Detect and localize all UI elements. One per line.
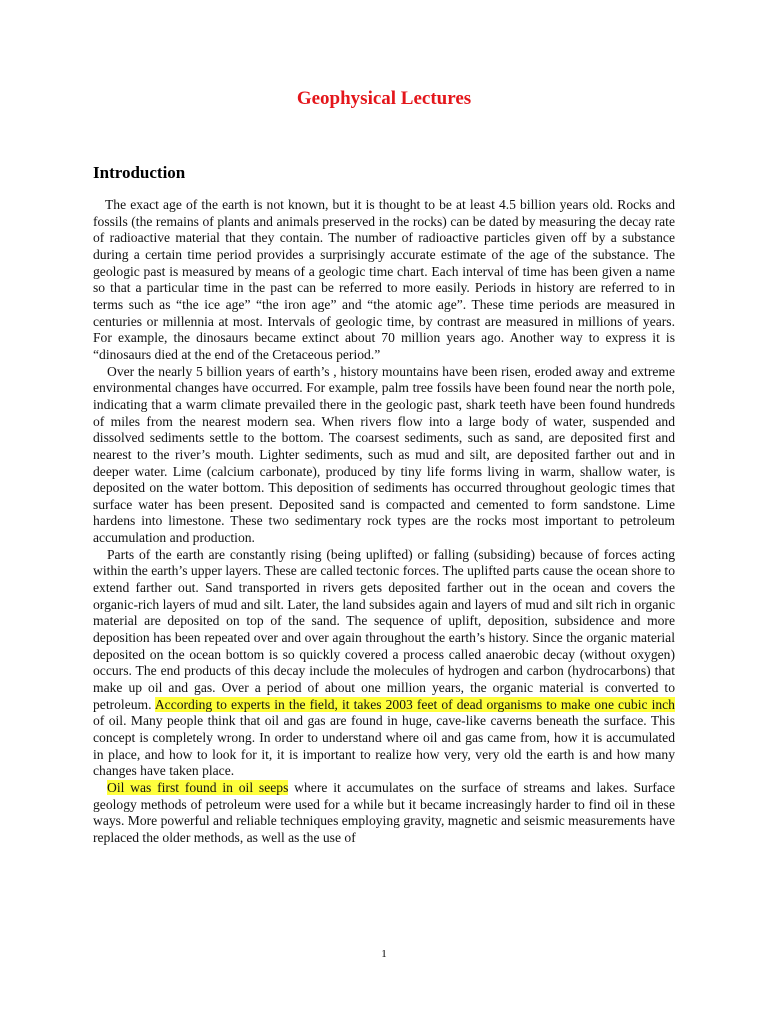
paragraph-2: Over the nearly 5 billion years of earth’s , history mountains have been risen, eroded away and extreme environmental changes have occurred. For example, palm tree fossils have been found near the north pole, indicating that a warm climate prevailed there in the geologic past, shark teeth have been found hundreds of miles from the nearest modern sea. When rivers flow into a large body of water, suspended and dissolved sediments settle to the bottom. The coarsest sediments, such as sand, are deposited first and nearest to the river’s mouth. Lighter sediments, such as mud and silt, are deposited farther out and in deeper water. Lime (calcium carbonate), produced by tiny life forms living in warm, shallow water, is deposited on the water bottom. This deposition of sediments has occurred throughout geologic times that surface water has been present. Deposited sand is compacted and cemented to form sandstone. Lime hardens into limestone. These two sedimentary rock types are the rocks most important to petroleum accumulation and production. [93, 363, 675, 546]
paragraph-4-text-after: where it accumulates on the surface of streams and lakes. Surface geology methods of petroleum were used for a while but it became increasingly harder to find oil in these ways. More powerful and reliable techniques employing gravity, magnetic and seismic measurements have replaced the older methods, as well as the use of [93, 779, 675, 845]
paragraph-3-text-after: of oil. Many people think that oil and gas are found in huge, cave-like caverns beneath the surface. This concept is completely wrong. In order to understand where oil and gas came from, how it is accumulated in place, and how to look for it, it is important to realize how very, very old the earth is and how many changes have taken place. [93, 713, 675, 779]
paragraph-3 [93, 547, 675, 780]
highlighted-text: According to experts in the field, it takes 2003 feet of dead organisms to make one cubic inch [154, 696, 675, 712]
document-body [93, 197, 675, 847]
highlighted-text: Oil was first found in oil seeps [107, 779, 289, 795]
section-heading-introduction: Introduction [93, 163, 186, 182]
page-number: 1 [381, 948, 387, 960]
paragraph-4 [93, 780, 675, 847]
paragraph-3-text-before: Parts of the earth are constantly rising (being uplifted) or falling (subsiding) because of forces acting within the earth’s upper layers. These are called tectonic forces. The uplifted parts cause the ocean shore to extend farther out. Sand transported in rivers gets deposited farther out in the ocean and covers the organic-rich layers of mud and silt. Later, the land subsides again and layers of mud and silt rich in organic material are deposited on top of the sand. The sequence of uplift, deposition, subsidence and more deposition has been repeated over and over again throughout the earth’s history. Since the organic material deposited on the ocean bottom is so quickly covered a process called anaerobic decay (without oxygen) occurs. The end products of this decay include the molecules of hydrogen and carbon (hydrocarbons) that make up oil and gas. Over a period of about one million years, the organic material is converted to petroleum. [93, 546, 675, 712]
paragraph-1: The exact age of the earth is not known, but it is thought to be at least 4.5 billion years old. Rocks and fossils (the remains of plants and animals preserved in the rocks) can be dated by measuring the decay rate of radioactive material that they contain. The number of radioactive particles given off by a substance during a certain time period provides a surprisingly accurate estimate of the age of the substance. The geologic past is measured by means of a geologic time chart. Each interval of time has been given a name so that a particular time in the past can be referred to more easily. Periods in history are referred to in terms such as “the ice age” “the iron age” and “the atomic age”. These time periods are measured in centuries or millennia at most. Intervals of geologic time, by contrast are measured in millions of years. For example, the dinosaurs became extinct about 70 million years ago. Another way to express it is “dinosaurs died at the end of the Cretaceous period.” [93, 197, 675, 362]
document-title: Geophysical Lectures [296, 88, 472, 109]
